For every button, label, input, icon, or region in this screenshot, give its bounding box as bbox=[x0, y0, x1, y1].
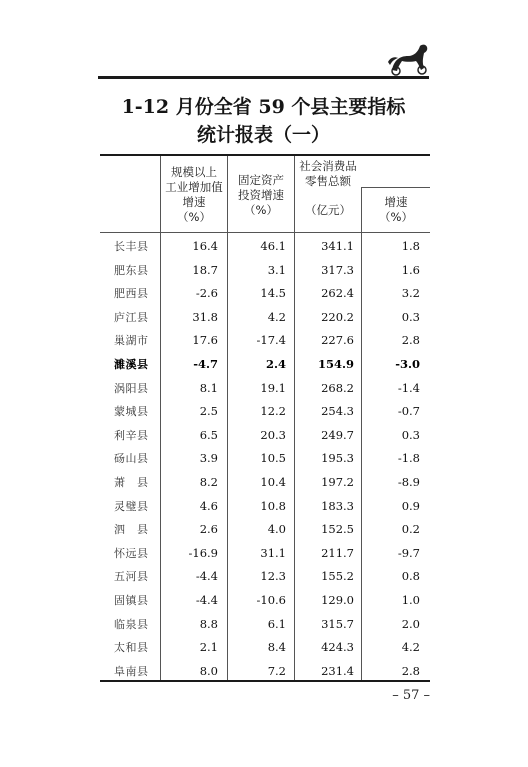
county-name: 利辛县 bbox=[114, 428, 149, 442]
header-text: （%） bbox=[379, 210, 413, 224]
cell-v4: 1.8 bbox=[401, 239, 420, 253]
cell-v2: 12.2 bbox=[260, 404, 286, 419]
table-row bbox=[100, 565, 430, 588]
table-row bbox=[100, 306, 430, 329]
county-name: 太和县 bbox=[114, 641, 149, 655]
cell-v4: 0.3 bbox=[401, 309, 420, 324]
header-text: 固定资产 bbox=[238, 172, 284, 187]
page-subtitle: 统计报表（一） bbox=[196, 124, 330, 146]
header-industrial-growth bbox=[161, 158, 227, 232]
cell-v1: 8.0 bbox=[199, 663, 218, 678]
cell-v1: -4.4 bbox=[195, 593, 218, 607]
cell-v2: 10.5 bbox=[260, 451, 286, 466]
county-name: 固镇县 bbox=[114, 594, 149, 607]
county-name: 肥东县 bbox=[114, 263, 149, 277]
header-text: 零售总额 bbox=[305, 174, 351, 188]
cell-v1: 16.4 bbox=[192, 239, 218, 253]
table-row bbox=[100, 353, 430, 376]
cell-v4: 0.9 bbox=[401, 498, 420, 513]
cell-v1: 17.6 bbox=[192, 333, 218, 348]
cell-v3: 424.3 bbox=[321, 640, 354, 655]
cell-v3: 155.2 bbox=[321, 569, 354, 584]
cell-v4: 2.8 bbox=[401, 333, 420, 348]
table-row bbox=[100, 400, 430, 423]
county-name: 濉溪县 bbox=[114, 358, 149, 371]
table-row bbox=[100, 613, 430, 636]
header-text: 工业增加值 bbox=[165, 180, 223, 194]
cell-v3: 197.2 bbox=[321, 475, 354, 489]
header-retail-growth bbox=[362, 190, 430, 230]
cell-v3: 227.6 bbox=[321, 333, 354, 348]
table-row bbox=[100, 542, 430, 565]
table-top-rule bbox=[100, 154, 430, 156]
county-name: 肥西县 bbox=[114, 287, 149, 301]
cell-v1: -16.9 bbox=[188, 545, 218, 560]
county-name: 长丰县 bbox=[114, 240, 149, 253]
cell-v1: 8.8 bbox=[199, 616, 218, 631]
county-name: 涡阳县 bbox=[114, 381, 149, 395]
county-name: 巢湖市 bbox=[114, 334, 149, 348]
cell-v3: 341.1 bbox=[321, 239, 354, 253]
county-name: 怀远县 bbox=[114, 546, 149, 560]
cell-v2: 2.4 bbox=[265, 357, 286, 371]
cell-v2: 20.3 bbox=[260, 427, 286, 442]
cell-v2: 6.1 bbox=[267, 616, 286, 631]
cell-v2: 10.4 bbox=[260, 475, 286, 489]
cell-v2: 4.2 bbox=[267, 309, 286, 324]
cell-v4: 0.8 bbox=[401, 569, 420, 584]
table-row bbox=[100, 259, 430, 282]
cell-v4: -9.7 bbox=[397, 545, 420, 560]
county-name: 临泉县 bbox=[114, 617, 149, 631]
table-row bbox=[100, 589, 430, 612]
cell-v2: 10.8 bbox=[260, 498, 286, 513]
horse-logo-icon bbox=[386, 40, 432, 76]
cell-v4: 0.3 bbox=[401, 427, 420, 442]
cell-v2: -17.4 bbox=[256, 333, 286, 348]
table-row bbox=[100, 447, 430, 470]
cell-v4: -3.0 bbox=[395, 357, 420, 371]
cell-v1: 18.7 bbox=[192, 262, 218, 277]
cell-v2: -10.6 bbox=[256, 593, 286, 607]
cell-v3: 249.7 bbox=[321, 427, 354, 442]
page-number: – 57 – bbox=[392, 688, 430, 703]
county-name: 灵璧县 bbox=[114, 499, 149, 513]
cell-v1: 6.5 bbox=[199, 427, 218, 442]
cell-v3: 129.0 bbox=[321, 593, 354, 607]
cell-v2: 4.0 bbox=[267, 522, 286, 537]
cell-v2: 7.2 bbox=[267, 663, 286, 678]
cell-v4: 1.6 bbox=[401, 262, 420, 277]
header-rule bbox=[98, 76, 429, 79]
header-text: 规模以上 bbox=[171, 165, 217, 179]
cell-v3: 231.4 bbox=[321, 663, 354, 678]
header-retail-total bbox=[295, 200, 361, 220]
cell-v2: 8.4 bbox=[267, 640, 286, 655]
cell-v1: -2.6 bbox=[195, 286, 218, 301]
cell-v3: 195.3 bbox=[321, 451, 354, 466]
cell-v4: 1.0 bbox=[401, 593, 420, 607]
table-row bbox=[100, 636, 430, 659]
county-name: 蒙城县 bbox=[114, 405, 149, 419]
cell-v2: 14.5 bbox=[260, 286, 286, 301]
county-name: 萧 县 bbox=[114, 476, 149, 489]
cell-v2: 19.1 bbox=[260, 380, 286, 395]
cell-v4: 2.0 bbox=[401, 616, 420, 631]
header-text: （%） bbox=[244, 202, 278, 217]
cell-v4: 3.2 bbox=[401, 286, 420, 301]
cell-v3: 183.3 bbox=[321, 498, 354, 513]
cell-v1: 4.6 bbox=[199, 498, 218, 513]
cell-v4: -1.8 bbox=[397, 451, 420, 466]
cell-v3: 268.2 bbox=[321, 380, 354, 395]
cell-v4: 0.2 bbox=[401, 522, 420, 537]
cell-v1: -4.7 bbox=[193, 357, 218, 371]
cell-v1: 31.8 bbox=[192, 309, 218, 324]
table-row bbox=[100, 495, 430, 518]
cell-v1: 8.1 bbox=[199, 380, 218, 395]
header-fixed-investment bbox=[228, 158, 294, 232]
table-row bbox=[100, 471, 430, 494]
cell-v2: 31.1 bbox=[260, 545, 286, 560]
cell-v2: 46.1 bbox=[260, 239, 286, 253]
county-name: 阜南县 bbox=[114, 664, 149, 678]
cell-v3: 262.4 bbox=[321, 286, 354, 301]
cell-v4: 4.2 bbox=[401, 640, 420, 655]
table-row bbox=[100, 235, 430, 258]
cell-v3: 152.5 bbox=[321, 522, 354, 537]
cell-v1: 3.9 bbox=[199, 451, 218, 466]
table-row bbox=[100, 329, 430, 352]
cell-v4: -8.9 bbox=[397, 475, 420, 489]
cell-v1: 2.6 bbox=[199, 522, 218, 537]
header-text: （亿元） bbox=[305, 202, 351, 217]
county-name: 泗 县 bbox=[114, 523, 149, 537]
header-text: 社会消费品 bbox=[299, 159, 357, 173]
page-title: 1-12 月份全省 59 个县主要指标 bbox=[121, 96, 406, 118]
cell-v3: 154.9 bbox=[317, 357, 354, 371]
table-row bbox=[100, 377, 430, 400]
cell-v3: 220.2 bbox=[321, 309, 354, 324]
table-row bbox=[100, 424, 430, 447]
cell-v1: 2.5 bbox=[199, 404, 218, 419]
cell-v4: 2.8 bbox=[401, 663, 420, 678]
cell-v4: -0.7 bbox=[397, 404, 420, 419]
cell-v2: 3.1 bbox=[267, 262, 286, 277]
header-retail-group bbox=[295, 160, 430, 188]
header-bottom-rule bbox=[100, 232, 430, 233]
header-text: 增速 bbox=[182, 195, 206, 209]
table-row bbox=[100, 518, 430, 541]
header-text: 投资增速 bbox=[238, 187, 284, 202]
header-text: （%） bbox=[177, 210, 211, 224]
cell-v1: -4.4 bbox=[195, 569, 218, 584]
county-name: 庐江县 bbox=[114, 310, 149, 324]
table-bottom-rule bbox=[100, 680, 430, 682]
cell-v3: 254.3 bbox=[321, 404, 354, 419]
cell-v3: 315.7 bbox=[321, 616, 354, 631]
header-text: 增速 bbox=[384, 195, 408, 209]
county-name: 砀山县 bbox=[114, 452, 149, 466]
cell-v4: -1.4 bbox=[397, 380, 420, 395]
cell-v1: 2.1 bbox=[199, 640, 218, 655]
cell-v1: 8.2 bbox=[199, 475, 218, 489]
table-row bbox=[100, 282, 430, 305]
cell-v3: 211.7 bbox=[321, 545, 354, 560]
cell-v3: 317.3 bbox=[321, 262, 354, 277]
cell-v2: 12.3 bbox=[260, 569, 286, 584]
county-name: 五河县 bbox=[114, 570, 149, 584]
